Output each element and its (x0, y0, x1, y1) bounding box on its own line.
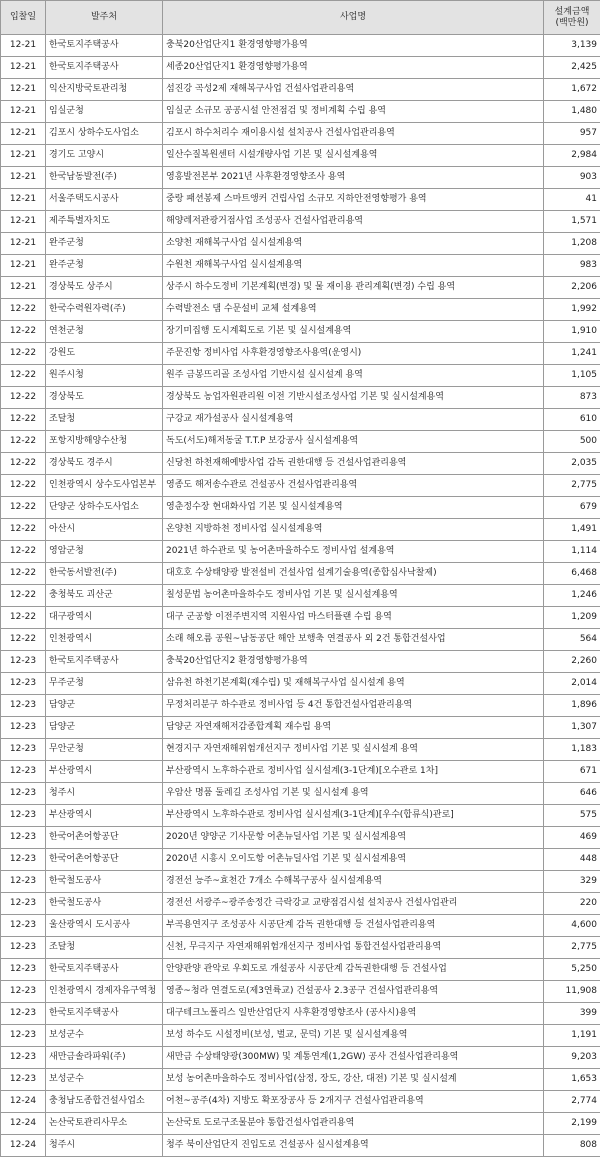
row-project-cell: 소래 해오름 공원~남동공단 해안 보행축 연결공사 외 2건 통합건설사업 (163, 629, 544, 651)
header-amount-line2: (백만원) (546, 18, 598, 29)
row-project-cell: 우암산 명품 둘레길 조성사업 기본 및 실시설계 용역 (163, 783, 544, 805)
row-date-cell: 12-23 (1, 827, 46, 849)
row-project-cell: 신당천 하천재해예방사업 감독 권한대행 등 건설사업관리용역 (163, 453, 544, 475)
row-org-cell: 한국토지주택공사 (46, 57, 163, 79)
table-row (1, 585, 600, 607)
row-org-cell: 인천광역시 (46, 629, 163, 651)
row-project-cell: 수력발전소 댐 수문설비 교체 설계용역 (163, 299, 544, 321)
row-amount-cell: 1,653 (544, 1069, 600, 1091)
row-org-cell: 대구광역시 (46, 607, 163, 629)
row-amount-cell: 3,139 (544, 35, 600, 57)
row-date-cell: 12-23 (1, 651, 46, 673)
table-row (1, 277, 600, 299)
table-row (1, 981, 600, 1003)
row-amount-cell: 2,206 (544, 277, 600, 299)
row-project-cell: 소양천 재해복구사업 실시설계용역 (163, 233, 544, 255)
row-amount-cell: 2,014 (544, 673, 600, 695)
row-org-cell: 완주군청 (46, 255, 163, 277)
table-row (1, 233, 600, 255)
row-project-cell: 온양천 지방하천 정비사업 실시설계용역 (163, 519, 544, 541)
row-project-cell: 경전선 서광주~광주송정간 극락강교 교량점검시설 설치공사 건설사업관리 (163, 893, 544, 915)
row-project-cell: 보성 농어촌마을하수도 정비사업(삼정, 장도, 강산, 대전) 기본 및 실시설계 (163, 1069, 544, 1091)
row-amount-cell: 399 (544, 1003, 600, 1025)
row-date-cell: 12-22 (1, 519, 46, 541)
row-org-cell: 익산지방국토관리청 (46, 79, 163, 101)
row-org-cell: 한국토지주택공사 (46, 35, 163, 57)
row-project-cell: 새만금 수상태양광(300MW) 및 계통연계(1,2GW) 공사 건설사업관리용역 (163, 1047, 544, 1069)
row-project-cell: 원주 금봉뜨리골 조성사업 기반시설 실시설계 용역 (163, 365, 544, 387)
row-date-cell: 12-23 (1, 981, 46, 1003)
row-org-cell: 강원도 (46, 343, 163, 365)
row-org-cell: 담양군 (46, 717, 163, 739)
row-date-cell: 12-22 (1, 585, 46, 607)
row-date-cell: 12-21 (1, 233, 46, 255)
row-org-cell: 청주시 (46, 783, 163, 805)
row-amount-cell: 2,260 (544, 651, 600, 673)
table-row (1, 453, 600, 475)
table-row (1, 365, 600, 387)
row-date-cell: 12-22 (1, 343, 46, 365)
row-org-cell: 무주군청 (46, 673, 163, 695)
row-org-cell: 완주군청 (46, 233, 163, 255)
row-date-cell: 12-21 (1, 35, 46, 57)
row-amount-cell: 1,992 (544, 299, 600, 321)
header-amount (544, 1, 600, 35)
row-org-cell: 보성군수 (46, 1025, 163, 1047)
row-org-cell: 인천광역시 경제자유구역청 (46, 981, 163, 1003)
row-amount-cell: 2,035 (544, 453, 600, 475)
row-project-cell: 장기미집행 도시계획도로 기본 및 실시설계용역 (163, 321, 544, 343)
table-row (1, 123, 600, 145)
row-org-cell: 한국수력원자력(주) (46, 299, 163, 321)
row-amount-cell: 2,425 (544, 57, 600, 79)
table-row (1, 761, 600, 783)
row-org-cell: 포항지방해양수산청 (46, 431, 163, 453)
row-amount-cell: 1,910 (544, 321, 600, 343)
row-date-cell: 12-23 (1, 695, 46, 717)
row-amount-cell: 448 (544, 849, 600, 871)
row-project-cell: 일산수질복원센터 시설개량사업 기본 및 실시설계용역 (163, 145, 544, 167)
row-amount-cell: 1,246 (544, 585, 600, 607)
header-org: 발주처 (46, 1, 163, 35)
table-row (1, 299, 600, 321)
row-project-cell: 구강교 재가설공사 실시설계용역 (163, 409, 544, 431)
row-amount-cell: 1,896 (544, 695, 600, 717)
row-amount-cell: 220 (544, 893, 600, 915)
table-row (1, 805, 600, 827)
table-row (1, 35, 600, 57)
table-row (1, 629, 600, 651)
row-org-cell: 한국토지주택공사 (46, 959, 163, 981)
row-project-cell: 2020년 양양군 기사문항 어촌뉴딜사업 기본 및 실시설계용역 (163, 827, 544, 849)
row-date-cell: 12-22 (1, 629, 46, 651)
row-date-cell: 12-22 (1, 541, 46, 563)
row-amount-cell: 873 (544, 387, 600, 409)
table-row (1, 541, 600, 563)
row-project-cell: 김포시 하수처리수 재이용시설 설치공사 건설사업관리용역 (163, 123, 544, 145)
row-amount-cell: 1,480 (544, 101, 600, 123)
row-amount-cell: 808 (544, 1135, 600, 1157)
row-amount-cell: 2,199 (544, 1113, 600, 1135)
row-amount-cell: 1,183 (544, 739, 600, 761)
row-date-cell: 12-22 (1, 453, 46, 475)
table-row (1, 1025, 600, 1047)
row-date-cell: 12-24 (1, 1135, 46, 1157)
table-row (1, 431, 600, 453)
row-project-cell: 독도(서도)해저동굴 T.T.P 보강공사 실시설계용역 (163, 431, 544, 453)
row-org-cell: 부산광역시 (46, 761, 163, 783)
row-org-cell: 원주시청 (46, 365, 163, 387)
table-row (1, 1113, 600, 1135)
row-amount-cell: 1,208 (544, 233, 600, 255)
row-project-cell: 섬진강 곡성2제 재해복구사업 건설사업관리용역 (163, 79, 544, 101)
table-row (1, 475, 600, 497)
row-amount-cell: 1,571 (544, 211, 600, 233)
row-project-cell: 영춘정수장 현대화사업 기본 및 실시설계용역 (163, 497, 544, 519)
row-org-cell: 제주특별자치도 (46, 211, 163, 233)
row-amount-cell: 671 (544, 761, 600, 783)
row-org-cell: 한국남동발전(주) (46, 167, 163, 189)
row-amount-cell: 903 (544, 167, 600, 189)
row-org-cell: 부산광역시 (46, 805, 163, 827)
row-date-cell: 12-21 (1, 211, 46, 233)
row-org-cell: 논산국토관리사무소 (46, 1113, 163, 1135)
table-row (1, 1069, 600, 1091)
table-row (1, 409, 600, 431)
table-row (1, 211, 600, 233)
row-project-cell: 수원천 재해복구사업 실시설계용역 (163, 255, 544, 277)
row-org-cell: 조달청 (46, 937, 163, 959)
row-project-cell: 영종~청라 연결도로(제3연륙교) 건설공사 2.3공구 건설사업관리용역 (163, 981, 544, 1003)
row-amount-cell: 500 (544, 431, 600, 453)
row-org-cell: 단양군 상하수도사업소 (46, 497, 163, 519)
row-date-cell: 12-22 (1, 431, 46, 453)
row-date-cell: 12-23 (1, 915, 46, 937)
table-row (1, 79, 600, 101)
row-org-cell: 조달청 (46, 409, 163, 431)
row-amount-cell: 2,774 (544, 1091, 600, 1113)
row-project-cell: 상주시 하수도정비 기본계획(변경) 및 물 재이용 관리계획(변경) 수립 용역 (163, 277, 544, 299)
row-project-cell: 충북20산업단지1 환경영향평가용역 (163, 35, 544, 57)
header-project: 사업명 (163, 1, 544, 35)
row-org-cell: 아산시 (46, 519, 163, 541)
row-date-cell: 12-23 (1, 1047, 46, 1069)
table-row (1, 937, 600, 959)
row-amount-cell: 9,203 (544, 1047, 600, 1069)
row-org-cell: 한국토지주택공사 (46, 1003, 163, 1025)
row-org-cell: 영암군청 (46, 541, 163, 563)
row-project-cell: 보성 하수도 시설정비(보성, 벌교, 문덕) 기본 및 실시설계용역 (163, 1025, 544, 1047)
row-org-cell: 한국동서발전(주) (46, 563, 163, 585)
table-row (1, 959, 600, 981)
row-amount-cell: 957 (544, 123, 600, 145)
header-row (1, 1, 600, 35)
table-row (1, 651, 600, 673)
row-org-cell: 인천광역시 상수도사업본부 (46, 475, 163, 497)
row-org-cell: 김포시 상하수도사업소 (46, 123, 163, 145)
row-date-cell: 12-23 (1, 849, 46, 871)
row-project-cell: 영흥발전본부 2021년 사후환경영향조사 용역 (163, 167, 544, 189)
row-amount-cell: 1,114 (544, 541, 600, 563)
table-row (1, 607, 600, 629)
row-date-cell: 12-22 (1, 497, 46, 519)
row-project-cell: 담양군 자연재해저감종합계획 재수립 용역 (163, 717, 544, 739)
row-org-cell: 경상북도 (46, 387, 163, 409)
row-date-cell: 12-21 (1, 123, 46, 145)
row-org-cell: 연천군청 (46, 321, 163, 343)
row-project-cell: 논산국토 도로구조물분야 통합건설사업관리용역 (163, 1113, 544, 1135)
table-row (1, 255, 600, 277)
row-date-cell: 12-23 (1, 1003, 46, 1025)
row-date-cell: 12-22 (1, 365, 46, 387)
row-amount-cell: 983 (544, 255, 600, 277)
row-project-cell: 충북20산업단지2 환경영향평가용역 (163, 651, 544, 673)
row-date-cell: 12-22 (1, 387, 46, 409)
row-date-cell: 12-23 (1, 673, 46, 695)
row-org-cell: 보성군수 (46, 1069, 163, 1091)
row-amount-cell: 329 (544, 871, 600, 893)
row-date-cell: 12-23 (1, 1069, 46, 1091)
table-row (1, 1047, 600, 1069)
row-org-cell: 청주시 (46, 1135, 163, 1157)
row-date-cell: 12-23 (1, 937, 46, 959)
table-row (1, 827, 600, 849)
row-project-cell: 신천, 무극지구 자연재해위험개선지구 정비사업 통합건설사업관리용역 (163, 937, 544, 959)
row-amount-cell: 1,209 (544, 607, 600, 629)
table-row (1, 695, 600, 717)
row-date-cell: 12-21 (1, 189, 46, 211)
row-amount-cell: 1,241 (544, 343, 600, 365)
row-project-cell: 무정처리분구 하수관로 정비사업 등 4건 통합건설사업관리용역 (163, 695, 544, 717)
row-org-cell: 울산광역시 도시공사 (46, 915, 163, 937)
row-amount-cell: 1,672 (544, 79, 600, 101)
row-amount-cell: 1,307 (544, 717, 600, 739)
table-row (1, 343, 600, 365)
row-project-cell: 대호호 수상태양광 발전설비 건설사업 설계기술용역(종합심사낙찰제) (163, 563, 544, 585)
row-amount-cell: 2,775 (544, 475, 600, 497)
row-org-cell: 한국어촌어항공단 (46, 827, 163, 849)
header-date: 입찰일 (1, 1, 46, 35)
row-date-cell: 12-23 (1, 739, 46, 761)
row-date-cell: 12-22 (1, 299, 46, 321)
table-row (1, 915, 600, 937)
table-row (1, 673, 600, 695)
row-date-cell: 12-21 (1, 277, 46, 299)
row-org-cell: 충청남도종합건설사업소 (46, 1091, 163, 1113)
table-row (1, 101, 600, 123)
row-project-cell: 대구 군공항 이전주변지역 지원사업 마스터플랜 수립 용역 (163, 607, 544, 629)
row-amount-cell: 2,984 (544, 145, 600, 167)
row-project-cell: 중랑 패션봉제 스마트앵커 건립사업 소규모 지하안전영향평가 용역 (163, 189, 544, 211)
row-amount-cell: 2,775 (544, 937, 600, 959)
row-date-cell: 12-21 (1, 167, 46, 189)
row-project-cell: 부산광역시 노후하수관로 정비사업 실시설계(3-1단계)[오수관로 1차] (163, 761, 544, 783)
row-project-cell: 세종20산업단지1 환경영향평가용역 (163, 57, 544, 79)
row-project-cell: 부산광역시 노후하수관로 정비사업 실시설계(3-1단계)[우수(합류식)관로] (163, 805, 544, 827)
row-date-cell: 12-21 (1, 79, 46, 101)
row-date-cell: 12-23 (1, 871, 46, 893)
row-project-cell: 부곡용연지구 조성공사 시공단계 감독 권한대행 등 건설사업관리용역 (163, 915, 544, 937)
row-project-cell: 2020년 시흥시 오이도항 어촌뉴딜사업 기본 및 실시설계용역 (163, 849, 544, 871)
row-project-cell: 영종도 해저송수관로 건설공사 건설사업관리용역 (163, 475, 544, 497)
table-row (1, 871, 600, 893)
table-row (1, 893, 600, 915)
row-amount-cell: 679 (544, 497, 600, 519)
table-row (1, 739, 600, 761)
table-row (1, 189, 600, 211)
row-org-cell: 한국철도공사 (46, 871, 163, 893)
table-row (1, 1091, 600, 1113)
row-org-cell: 한국어촌어항공단 (46, 849, 163, 871)
row-org-cell: 새만금솔라파워(주) (46, 1047, 163, 1069)
table-row (1, 717, 600, 739)
table-row (1, 1003, 600, 1025)
table-row (1, 321, 600, 343)
row-date-cell: 12-23 (1, 761, 46, 783)
row-date-cell: 12-21 (1, 255, 46, 277)
row-date-cell: 12-21 (1, 145, 46, 167)
table-row (1, 57, 600, 79)
table-row (1, 167, 600, 189)
row-date-cell: 12-21 (1, 57, 46, 79)
row-date-cell: 12-22 (1, 475, 46, 497)
row-date-cell: 12-23 (1, 893, 46, 915)
row-date-cell: 12-23 (1, 717, 46, 739)
row-org-cell: 서울주택도시공사 (46, 189, 163, 211)
row-date-cell: 12-23 (1, 783, 46, 805)
table-row (1, 387, 600, 409)
row-amount-cell: 1,491 (544, 519, 600, 541)
row-project-cell: 안양관양 관악로 우회도로 개설공사 시공단계 감독권한대행 등 건설사업 (163, 959, 544, 981)
row-project-cell: 경전선 능주~효천간 7개소 수해복구공사 실시설계용역 (163, 871, 544, 893)
row-project-cell: 어천~공주(4차) 지방도 확포장공사 등 2개지구 건설사업관리용역 (163, 1091, 544, 1113)
row-org-cell: 담양군 (46, 695, 163, 717)
row-date-cell: 12-23 (1, 1025, 46, 1047)
table-row (1, 1135, 600, 1157)
row-date-cell: 12-24 (1, 1113, 46, 1135)
row-amount-cell: 1,105 (544, 365, 600, 387)
row-date-cell: 12-22 (1, 563, 46, 585)
row-org-cell: 무안군청 (46, 739, 163, 761)
row-org-cell: 한국토지주택공사 (46, 651, 163, 673)
row-amount-cell: 1,191 (544, 1025, 600, 1047)
row-project-cell: 경상북도 농업자원관리원 이전 기반시설조성사업 기본 및 실시설계용역 (163, 387, 544, 409)
row-amount-cell: 41 (544, 189, 600, 211)
row-date-cell: 12-23 (1, 805, 46, 827)
row-org-cell: 한국철도공사 (46, 893, 163, 915)
row-project-cell: 대구테크노폴리스 일반산업단지 사후환경영향조사 (공사시)용역 (163, 1003, 544, 1025)
row-project-cell: 2021년 하수관로 및 농어촌마을하수도 정비사업 설계용역 (163, 541, 544, 563)
row-date-cell: 12-24 (1, 1091, 46, 1113)
row-amount-cell: 4,600 (544, 915, 600, 937)
row-org-cell: 경상북도 경주시 (46, 453, 163, 475)
table-row (1, 145, 600, 167)
row-amount-cell: 610 (544, 409, 600, 431)
row-org-cell: 경기도 고양시 (46, 145, 163, 167)
row-project-cell: 칠성문법 농어촌마을하수도 정비사업 기본 및 실시설계용역 (163, 585, 544, 607)
row-project-cell: 해양레저관광거점사업 조성공사 건설사업관리용역 (163, 211, 544, 233)
table-row (1, 783, 600, 805)
row-amount-cell: 564 (544, 629, 600, 651)
row-date-cell: 12-22 (1, 409, 46, 431)
row-project-cell: 임실군 소규모 공공시설 안전점검 및 정비계획 수립 용역 (163, 101, 544, 123)
row-amount-cell: 469 (544, 827, 600, 849)
table-row (1, 519, 600, 541)
row-amount-cell: 646 (544, 783, 600, 805)
table-row (1, 849, 600, 871)
row-amount-cell: 5,250 (544, 959, 600, 981)
row-project-cell: 청주 북이산업단지 진입도로 건설공사 실시설계용역 (163, 1135, 544, 1157)
header-amount-line1: 설계금액 (546, 7, 598, 18)
row-project-cell: 현경지구 자연재해위험개선지구 정비사업 기본 및 실시설계 용역 (163, 739, 544, 761)
table-row (1, 497, 600, 519)
row-amount-cell: 11,908 (544, 981, 600, 1003)
row-date-cell: 12-22 (1, 607, 46, 629)
row-amount-cell: 6,468 (544, 563, 600, 585)
row-org-cell: 충청북도 괴산군 (46, 585, 163, 607)
row-project-cell: 주문진항 정비사업 사후환경영향조사용역(운영시) (163, 343, 544, 365)
row-project-cell: 삼유천 하천기본계획(재수립) 및 재해복구사업 실시설계 용역 (163, 673, 544, 695)
row-amount-cell: 575 (544, 805, 600, 827)
row-org-cell: 경상북도 상주시 (46, 277, 163, 299)
table-row (1, 563, 600, 585)
row-date-cell: 12-23 (1, 959, 46, 981)
row-date-cell: 12-22 (1, 321, 46, 343)
row-date-cell: 12-21 (1, 101, 46, 123)
row-org-cell: 임실군청 (46, 101, 163, 123)
